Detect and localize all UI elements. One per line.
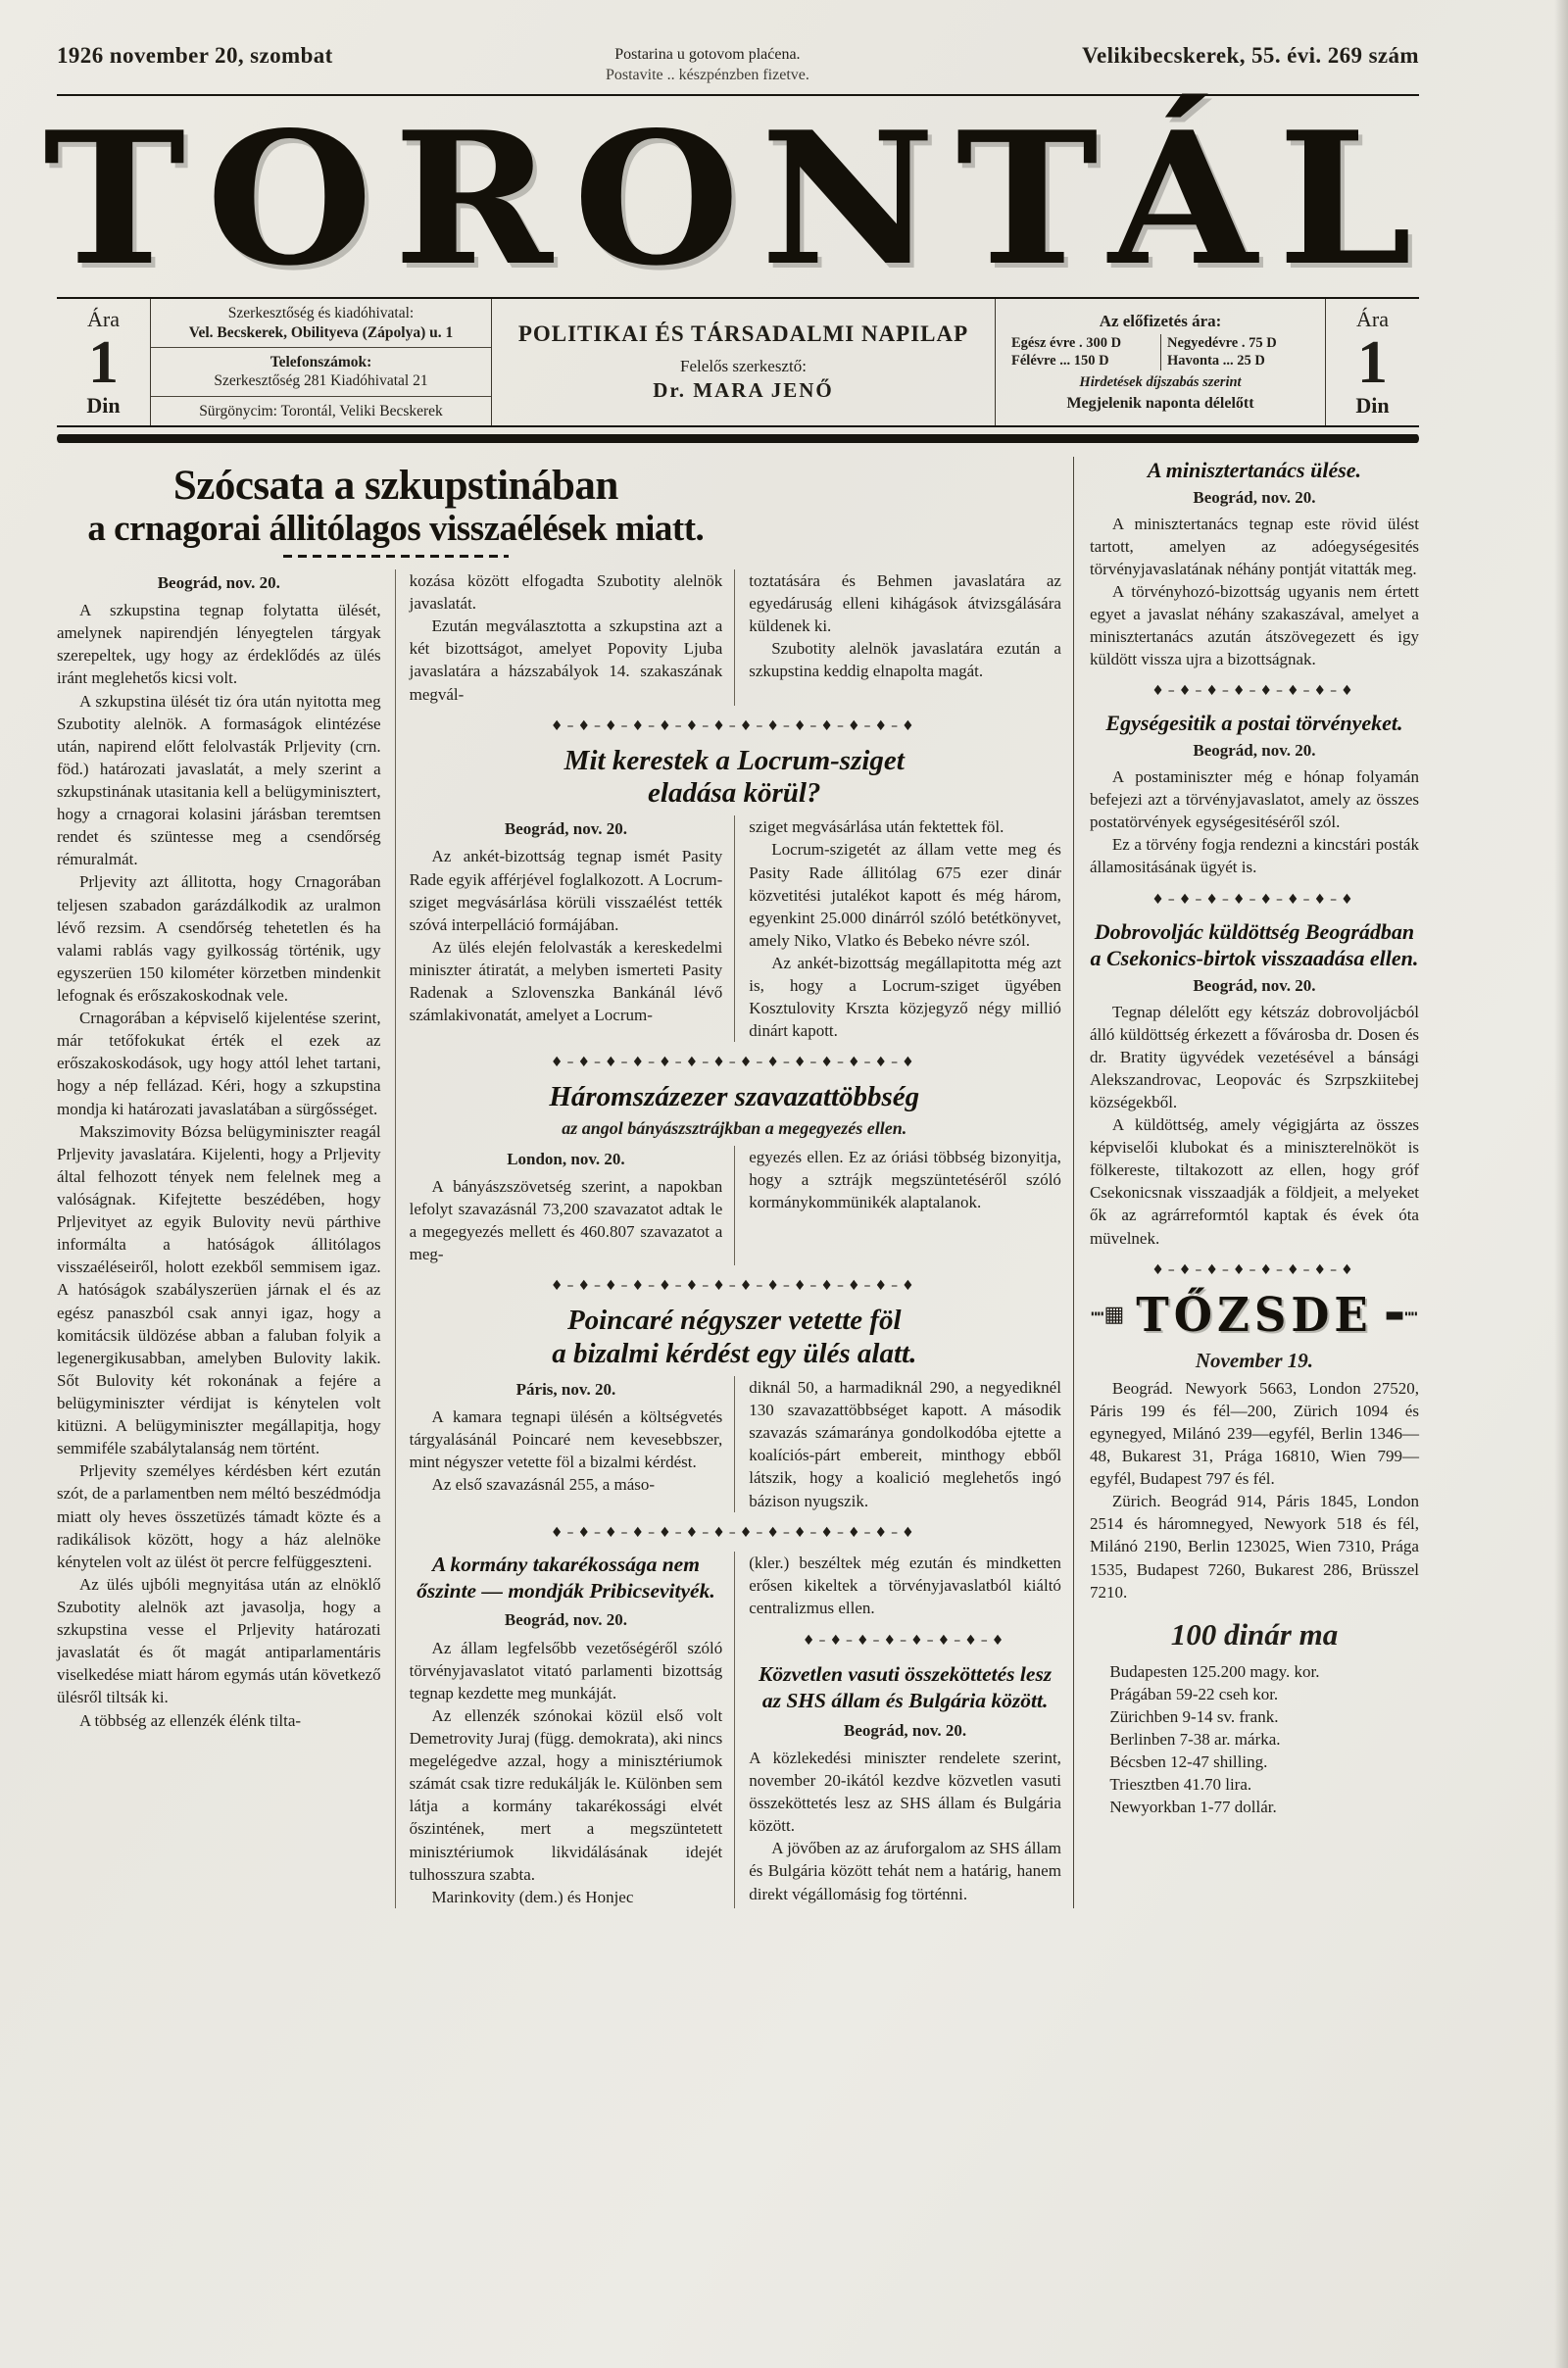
price-box-right <box>1325 299 1419 425</box>
lead-headline <box>57 463 735 551</box>
article-dobrovoljac-delegation <box>1090 918 1419 1250</box>
article-column-a <box>396 1376 735 1512</box>
article-title-line1: Háromszázezer szavazattöbbség <box>549 1081 920 1113</box>
article-miners-strike <box>396 1081 1073 1265</box>
tozsde-ornament-left: ┉▦ <box>1091 1302 1125 1327</box>
editor-name: Dr. MARA JENŐ <box>653 378 834 403</box>
article-dateline: Beográd, nov. 20. <box>1193 975 1316 995</box>
paragraph: A minisztertanács tegnap este rövid ülést tartott, amelyen az adóegységesités törvényjavaslatának néhány pontját vitatták meg. <box>1089 514 1419 578</box>
article-dateline: Beográd, nov. 20. <box>844 1720 967 1740</box>
paragraph: Az ülés elején felolvasták a kereskedelmi miniszter átiratát, a melyben ismerteti Pasity Radenak a Szlovenszka Bankánál lévő számlakivonatát, amelyet a Locrum- <box>409 937 723 1025</box>
paragraph: A szkupstina ülését tiz óra után nyitotta meg Szubotity alelnök. A formaságok elintézése után, napirend előtt felolvasták Prljevity (crn. föd.) határozati javaslatát, a mely szerint a szkupstinának utasitania kell a belügyminisztert, hogy a crnagorai kolasini járásban teremtsen rendet és szüntesse meg a csendőrség rémuralmát. <box>57 691 381 869</box>
paragraph: Beográd. Newyork 5663, London 27520, Páris 199 és fél—200, Zürich 1094 és egynegyed, Milánó 239—egyfél, Berlin 1346—48, Bukarest 31, Prága 16810, Wien 799—egyfél, Budapest 797 és fél. <box>1089 1378 1419 1489</box>
ads-note: Hirdetések díjszabás szerint <box>1079 374 1242 391</box>
article-cabinet-meeting <box>1090 457 1419 670</box>
lead-continuation-row <box>396 569 1073 706</box>
publication-info-bar <box>57 297 1419 427</box>
price-label: Ára <box>1356 306 1389 331</box>
paragraph: A szkupstina tegnap folytatta ülését, amelynek napirendjén lényegtelen tárgyak szerepeltek, ugy hogy az érdeklődés az ülés iránt meglehetős kicsi volt. <box>57 601 381 688</box>
paragraph: A törvényhozó-bizottság ugyanis nem értett egyet a javaslat néhány szakaszával, amelyet a minisztertanács azután átszövegezett és igy küldött vissza ujra a bizottságnak. <box>1089 582 1419 669</box>
paragraph: Az ankét-bizottság megállapitotta még azt is, hogy a Locrum-sziget ügyében Kosztulovity Krszta közjegyző négy millió dinárt kapott. <box>749 954 1061 1041</box>
article-title <box>396 745 1073 811</box>
main-columns <box>57 569 1073 1908</box>
price-label: Ára <box>87 306 120 331</box>
paragraph: diknál 50, a harmadiknál 290, a negyediknél 130 szavazattöbbséget kapott. A második szavazás számaránya gondolkodóba ejtette a koalíciós-párt embereit, minthogy ebből látszik, hogy a koalició meglehetős ingó bázison nyugszik. <box>749 1378 1061 1510</box>
paragraph: Prljevity azt állitotta, hogy Crnagorában teljesen szabadon garázdálkodik az uralmon lévő rezsim. A csendőrség tehetetlen és ha valami rablás vagy gyilkosság történik, ugy egyszerüen 150 kilométer körzetben mindenkit lefognak és erőszakoskodnak vele. <box>57 872 381 1005</box>
price-quarterly: Negyedévre . 75 D <box>1160 334 1315 353</box>
paragraph: Marinkovity (dem.) és Honjec <box>431 1887 634 1906</box>
paragraph: Zürich. Beográd 914, Páris 1845, London 2514 és háromnegyed, Newyork 518 és fél, Milánó 2190, Berlin 123025, Wien 7310, Prága 1535, Budapest 7260, Bukarest 286, Brüsszel 7210. <box>1089 1492 1419 1602</box>
price-monthly: Havonta ... 25 D <box>1160 352 1315 370</box>
lead-headline-block <box>57 457 735 558</box>
office-title: Szerkesztőség és kiadóhivatal: <box>227 305 415 322</box>
article-title-line2: eladása körül? <box>648 777 821 810</box>
paragraph: A kamara tegnapi ülésén a költségvetés tárgyalásánál Poincaré nem kevesebbszer, mint négyszer vetette föl a bizalmi kérdést. <box>409 1407 723 1472</box>
price-currency: Din <box>1355 392 1390 418</box>
article-dateline: Beográd, nov. 20. <box>504 1610 628 1630</box>
ornamental-divider: ♦–♦–♦–♦–♦–♦–♦–♦ <box>1152 1261 1357 1278</box>
paragraph: A jövőben az az áruforgalom az SHS állam és Bulgária között tehát nem a határig, hanem direkt végállomásig fog történni. <box>749 1839 1061 1903</box>
rate-line: Triesztben 41.70 lira. <box>1109 1775 1252 1795</box>
lead-article-col3 <box>734 569 1073 706</box>
article-title: Dobrovoljác küldöttség Beográdban a Csekonics-birtok visszaadása ellen. <box>1090 918 1419 970</box>
main-section <box>57 457 1073 1908</box>
rate-line: Zürichben 9-14 sv. frank. <box>1109 1707 1279 1727</box>
article-dateline: Beográd, nov. 20. <box>504 819 628 839</box>
rate-line: Budapesten 125.200 magy. kor. <box>1109 1661 1320 1681</box>
rate-line: Newyorkban 1-77 dollár. <box>1109 1798 1277 1817</box>
publication-frequency: Megjelenik naponta délelőtt <box>1066 395 1254 413</box>
paragraph: Ezután megválasztotta a szkupstina azt a két bizottságot, amelyet Popovity Ljuba javaslatára a házszabályok 14. szakaszának megvál- <box>409 617 723 704</box>
paragraph: Locrum-szigetét az állam vette meg és Pasity Rade állitólag 675 ezer dinár közvetitési jutalékot kapott és még három, egyenkint 25.000 dinárról szóló betétkönyvet, amely Niko, Vlatko és Bebeko névre szól. <box>749 840 1061 950</box>
phones-title: Telefonszámok: <box>270 354 372 371</box>
article-title: A kormány takarékossága nem őszinte — mondják Pribicsevityék. <box>416 1552 715 1603</box>
article-column-a <box>396 815 735 1042</box>
rate-line: Prágában 59-22 cseh kor. <box>1109 1684 1279 1703</box>
masthead-rule <box>57 434 1419 443</box>
paragraph: Az ellenzék szónokai közül első volt Demetrovity Juraj (függ. demokrata), aki nincs megelégedve azzal, hogy a minisztériumok számát csak tizre redukálják le. Különben sem látja a kormány takarékossági elvét őszintének, mert a megszüntetett minisztériumok likvidálásának idejét tulhosszura szabta. <box>409 1705 723 1884</box>
article-column-a <box>396 1146 735 1266</box>
ornamental-divider: ♦–♦–♦–♦–♦–♦–♦–♦–♦–♦–♦–♦–♦–♦ <box>550 1278 918 1295</box>
article-dateline: Beográd, nov. 20. <box>1193 740 1316 760</box>
ornamental-divider: ♦–♦–♦–♦–♦–♦–♦–♦ <box>1152 683 1357 700</box>
price-currency: Din <box>86 392 121 418</box>
paragraph: egyezés ellen. Ez az óriási többség bizonyitja, hogy a sztrájk megszüntetéséről szóló kormánykommünikék alaptalanok. <box>749 1147 1061 1212</box>
phones-block <box>151 347 491 396</box>
ornamental-divider: ♦–♦–♦–♦–♦–♦–♦–♦ <box>802 1633 1008 1650</box>
right-column <box>1073 457 1419 1908</box>
page-body <box>57 457 1419 1908</box>
exchange-date: November 19. <box>1195 1348 1314 1372</box>
article-text <box>410 845 723 1026</box>
office-address: Vel. Becskerek, Obilityeva (Zápolya) u. 1 <box>188 323 454 341</box>
price-box-left <box>57 299 151 425</box>
editorial-office-info <box>151 299 492 425</box>
price-yearly: Egész évre . 300 D <box>1011 334 1122 351</box>
office-address-block <box>151 299 491 347</box>
price-value: 1 <box>1357 328 1388 396</box>
masthead-title: TORONTÁL <box>43 90 1433 306</box>
paragraph: A postaminiszter még e hónap folyamán befejezi azt a törvényjavaslatot, amely az összes postatörvények egységesitéséről szól. <box>1089 766 1419 832</box>
paragraph: A küldöttség, amely végigjárta az összes képviselői klubokat és a miniszterelnököt is fölkereste, tiltakozott az ellen, hogy gróf Csekonicsnak visszaadják a földjeit, a melyeket ők az agrárreformtól kaptak és évek óta müvelnek. <box>1089 1115 1419 1248</box>
article-text <box>1090 1001 1419 1250</box>
article-dateline: London, nov. 20. <box>507 1149 625 1168</box>
ornamental-divider: ♦–♦–♦–♦–♦–♦–♦–♦ <box>1152 891 1357 908</box>
bottom-articles-row <box>396 1552 1073 1908</box>
article-dateline: Beográd, nov. 20. <box>1193 487 1316 507</box>
subscription-info <box>996 299 1325 425</box>
exchange-rates-text <box>1090 1377 1419 1603</box>
tozsde-ornament-right: ▬┉ <box>1384 1302 1418 1327</box>
paragraph: Prljevity személyes kérdésben kért ezután szót, de a parlamentben nem méltó beszédmódja miatt oly heves összetüzés támadt közte és a radikálisok között, hogy a ház alelnöke kénytelen volt az ülést öt percre felfüggeszteni. <box>57 1461 381 1571</box>
rate-line: Berlinben 7-38 ar. márka. <box>1109 1730 1281 1750</box>
publication-date: 1926 november 20, szombat <box>57 43 333 68</box>
article-poincare <box>396 1305 1073 1511</box>
article-dateline: Páris, nov. 20. <box>515 1380 616 1400</box>
article-columns <box>396 1376 1073 1512</box>
article-title-line1: Mit kerestek a Locrum-sziget <box>564 744 905 776</box>
paragraph: Az első szavazásnál 255, a máso- <box>431 1475 656 1495</box>
article-title: A minisztertanács ülése. <box>1147 458 1362 483</box>
article-text <box>1090 765 1419 879</box>
dinar-rates-list <box>1090 1660 1419 1819</box>
dinar-rates-title: 100 dinár ma <box>1170 1616 1339 1652</box>
dinar-rates-section <box>1090 1617 1419 1819</box>
subscription-title: Az előfizetés ára: <box>1099 311 1222 330</box>
lead-headline-line1: Szócsata a szkupstinában <box>172 463 618 510</box>
article-title <box>396 1081 1073 1113</box>
paragraph: kozása között elfogadta Szubotity alelnök javaslatát. <box>409 571 723 614</box>
postage-line-2: Postavite .. készpénzben fizetve. <box>605 66 809 83</box>
stock-exchange-section <box>1090 1289 1419 1603</box>
price-halfyear: Félévre ... 150 D <box>1011 353 1109 370</box>
article-railway-connection <box>734 1552 1073 1908</box>
article-columns <box>396 1146 1073 1266</box>
article-title-line1: Poincaré négyszer vetette föl <box>566 1305 902 1337</box>
subscription-prices <box>1005 334 1315 371</box>
telegram-address: Sürgönycim: Torontál, Veliki Becskerek <box>151 396 491 425</box>
ornamental-divider: ♦–♦–♦–♦–♦–♦–♦–♦–♦–♦–♦–♦–♦–♦ <box>550 1524 918 1541</box>
article-title-line2: a bizalmi kérdést egy ülés alatt. <box>552 1337 917 1369</box>
article-text <box>749 1747 1061 1905</box>
lead-article-col2 <box>396 569 735 706</box>
article-title: Egységesitik a postai törvényeket. <box>1105 711 1403 736</box>
article-title <box>396 1305 1073 1370</box>
paragraph: A bányászszövetség szerint, a napokban lefolyt szavazásnál 73,200 szavazatot adtak le a megegyezés mellett és 460.807 szavazatot a meg- <box>409 1176 723 1264</box>
lead-headline-line2: a crnagorai állitólagos visszaélések miatt. <box>87 509 705 550</box>
article-column-b <box>734 1376 1073 1512</box>
lead-article-col1 <box>57 599 381 1731</box>
paragraph: Az állam legfelsőbb vezetőségéről szóló törvényjavaslatot vitató parlamenti bizottság tegnap kezdette meg munkáját. <box>409 1638 723 1702</box>
article-subtitle: az angol bányászsztrájkban a megegyezés ellen. <box>562 1117 907 1138</box>
article-text <box>410 1637 723 1908</box>
paragraph: Szubotity alelnök javaslatára ezután a szkupstina keddig elnapolta magát. <box>749 639 1061 681</box>
column-1 <box>57 569 396 1908</box>
price-value: 1 <box>88 328 119 396</box>
paragraph: Tegnap délelőtt egy kétszáz dobrovoljácból álló küldöttség érkezett a fővárosba dr. Dosen és dr. Bratity ügyvédek vezetésével a bánsági Alekszandrovac, Leopovác és Szrpszkiitebej községekből. <box>1089 1002 1419 1111</box>
paragraph: Ez a törvény fogja rendezni a kincstári posták államositásának ügyét is. <box>1089 835 1419 877</box>
paragraph: Makszimovity Bózsa belügyminiszter reagál Prljevity javaslatára. Kijelenti, hogy a Prljevity által felhozott tények nem felelnek meg a valóságnak. Kifejtette beszédében, hogy Prljevityet az egyik Bulovity nevü párthive informálta a hatóságok állitólagos visszaéléseiről, holott ezekből semmisem igaz. A hatóságok szabályszerüen járnak el és az egész panaszból csak annyi igaz, hogy a komitácsik üldözése abban a faluban folyik a legenergikusabban, amelyben Bulovity lakik. Sőt Bulovity két rokonának a fejére a belügyminiszter vérdijat is kénytelen volt kitüzni. A belügyminiszter megállapitja, hogy semmiféle szabálytalanság nem történt. <box>57 1121 381 1458</box>
ornamental-divider: ♦–♦–♦–♦–♦–♦–♦–♦–♦–♦–♦–♦–♦–♦ <box>550 717 918 734</box>
article-columns <box>396 815 1073 1042</box>
article-postal-laws <box>1090 710 1419 878</box>
issue-number: Velikibecskerek, 55. évi. 269 szám <box>1082 43 1419 68</box>
paragraph: Az ankét-bizottság tegnap ismét Pasity Rade egyik afférjével foglalkozott. A Locrum-sziget megvásárlása körüli visszaélést tették szóvá interpelláció formájában. <box>409 847 723 934</box>
headline-underline-ornament <box>283 555 509 558</box>
article-text <box>1090 513 1419 671</box>
rate-line: Bécsben 12-47 shilling. <box>1109 1752 1268 1772</box>
article-title: Közvetlen vasuti összeköttetés lesz az SHS állam és Bulgária között. <box>758 1662 1053 1712</box>
article-column-b <box>734 1146 1073 1266</box>
postage-note <box>606 43 809 86</box>
paper-type: POLITIKAI ÉS TÁRSADALMI NAPILAP <box>517 321 969 347</box>
article-column-b <box>734 815 1073 1042</box>
article-text <box>410 1406 723 1496</box>
lead-dateline: Beográd, nov. 20. <box>157 573 280 593</box>
article-text <box>410 1175 723 1265</box>
paragraph: A közlekedési miniszter rendelete szerint, november 20-ikától kezdve közvetlen vasuti összeköttetés lesz az SHS állam és Bulgária között. <box>749 1748 1061 1836</box>
paragraph: sziget megvásárlása után fektettek föl. <box>749 817 1004 837</box>
top-info-bar <box>57 43 1419 96</box>
paragraph: A többség az ellenzék élénk tilta- <box>78 1710 302 1730</box>
paragraph: Crnagorában a képviselő kijelentése szerint, már tetőfokukat érték el ezek az erőszakoskodások, ugy hogy attól lehet tartani, hogy a nép fellázad. Kéri, hogy a szkupstina mondja ki határozati javaslatában a sürgősséget. <box>57 1009 381 1118</box>
editor-label: Felelős szerkesztő: <box>680 357 807 376</box>
ornamental-divider: ♦–♦–♦–♦–♦–♦–♦–♦–♦–♦–♦–♦–♦–♦ <box>550 1055 918 1071</box>
tozsde-title: TŐZSDE <box>1136 1287 1373 1343</box>
article-locrum-island <box>396 745 1073 1043</box>
paragraph: toztatására és Behmen javaslatára az egyedáruság elleni kihágások átvizsgálására küldenek ki. <box>749 571 1061 636</box>
paper-type-section <box>492 299 996 425</box>
phones-line: Szerkesztőség 281 Kiadóhivatal 21 <box>214 372 428 390</box>
columns-2-3 <box>396 569 1073 1908</box>
postage-line-1: Postarina u gotovom plaćena. <box>614 46 801 63</box>
continuation-paragraph: (kler.) beszéltek még ezután és mindketten erősen kikeltek a törvényjavaslatból kiáltó centralizmus ellen. <box>749 1553 1061 1617</box>
paragraph: Az ülés ujbóli megnyitása után az elnöklő Szubotity alelnök azt javasolja, hogy a szkupstina vesse el Prljevity határozati javaslatát és őt magát antiparlamentáris viselkedése miatt három egymás után következő ülésről tiltsák ki. <box>57 1574 381 1707</box>
article-government-thrift <box>396 1552 735 1908</box>
stock-exchange-header <box>1090 1289 1419 1341</box>
